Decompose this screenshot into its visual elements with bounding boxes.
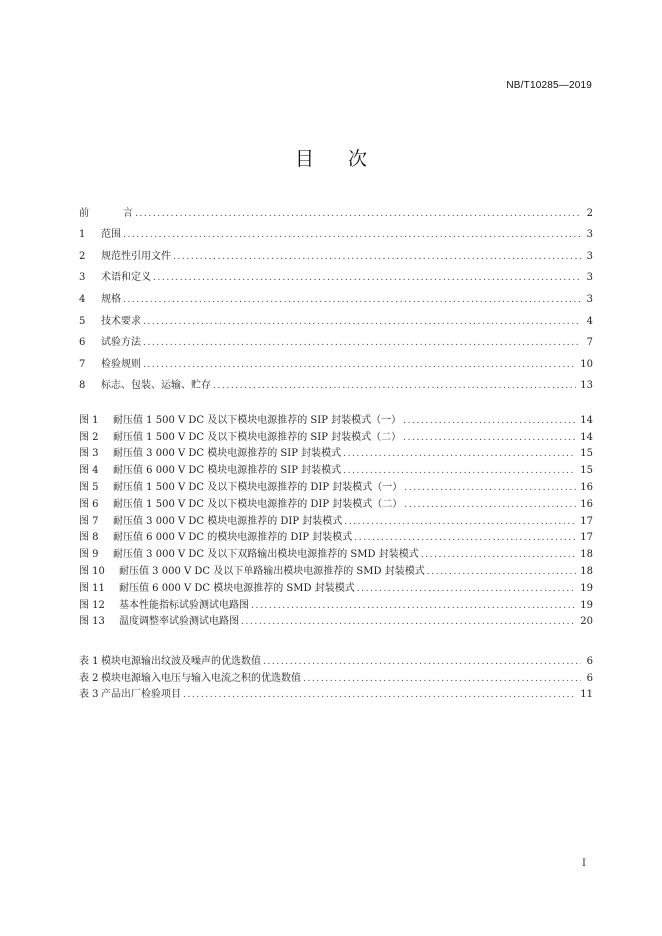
toc-entry-title: 温度调整率试验测试电路图 [119,616,239,628]
dot-leader [403,416,576,426]
toc-entry-number: 表 2 [79,672,99,684]
toc-entry-title: 基本性能指标试验测试电路图 [119,599,249,611]
toc-entry-page: 15 [580,465,593,477]
toc-entry-page: 13 [580,380,593,392]
toc-entry-number: 前 [79,207,89,219]
toc-table-row[interactable] [79,650,593,667]
document-code: NB/T10285—2019 [506,80,592,91]
toc-entry-page: 14 [580,414,593,426]
toc-entry-number: 6 [79,337,86,349]
dot-leader [344,517,576,527]
toc-entry-number: 图 1 [79,414,99,426]
dot-leader [343,449,576,459]
toc-figure-row[interactable] [79,510,593,527]
dot-leader [143,317,581,327]
toc-entry-title: 耐压值 1 500 V DC 及以下模块电源推荐的 SIP 封装模式（一） [113,414,402,426]
dot-leader [153,273,581,283]
toc-tables [79,650,593,700]
toc-entry-number: 图 9 [79,549,99,561]
toc-entry-number: 图 12 [79,599,105,611]
toc-entry-page: 17 [580,515,593,527]
toc-entry-number: 7 [79,358,86,370]
toc-entry-title: 规范性引用文件 [101,250,171,262]
dot-leader [427,567,577,577]
toc-figure-row[interactable] [79,493,593,510]
toc-entry-page: 3 [586,272,593,284]
toc-figure-row[interactable] [79,476,593,493]
toc-entry-page: 19 [580,599,593,611]
toc-figure-row[interactable] [79,527,593,544]
toc-entry-number: 图 13 [79,616,105,628]
toc-figure-row[interactable] [79,443,593,460]
toc-entry-title: 术语和定义 [101,272,151,284]
toc-entry-title: 产品出厂检验项目 [101,689,181,701]
toc-entry-number: 图 3 [79,448,99,460]
dot-leader [123,230,581,240]
dot-leader [403,433,576,443]
toc-entry-page: 16 [580,498,593,510]
toc-section-row[interactable] [79,327,593,349]
toc-entry-page: 3 [586,250,593,262]
toc-entry-title: 耐压值 6 000 V DC 模块电源推荐的 SIP 封装模式 [113,465,342,477]
dot-leader [143,360,576,370]
toc-figure-row[interactable] [79,594,593,611]
toc-entry-title: 试验方法 [101,337,141,349]
dot-leader [404,483,576,493]
dot-leader [183,690,576,700]
toc-entry-title: 标志、包装、运输、贮存 [101,380,211,392]
page-title: 目 次 [294,148,382,170]
toc-figure-row[interactable] [79,409,593,426]
toc-entry-page: 3 [586,293,593,305]
toc-figure-row[interactable] [79,459,593,476]
toc-entry-title: 耐压值 1 500 V DC 及以下模块电源推荐的 DIP 封装模式（一） [113,481,403,493]
toc-entry-number: 图 7 [79,515,99,527]
toc-section-row[interactable] [79,219,593,241]
dot-leader [123,295,581,305]
toc-figures [79,409,593,627]
toc-entry-number: 1 [79,229,86,241]
toc-figure-row[interactable] [79,560,593,577]
dot-leader [354,533,576,543]
dot-leader [343,466,576,476]
toc-entry-title: 技术要求 [101,315,141,327]
toc-entry-number: 图 6 [79,498,99,510]
dot-leader [357,584,577,594]
toc-entry-page: 14 [580,431,593,443]
toc-figure-row[interactable] [79,577,593,594]
toc-entry-title: 规格 [101,293,121,305]
toc-section-row[interactable] [79,348,593,370]
toc-entry-number: 图 4 [79,465,99,477]
toc-section-row[interactable] [79,283,593,305]
toc-entry-page: 4 [586,315,593,327]
toc-figure-row[interactable] [79,543,593,560]
dot-leader [303,674,581,684]
toc-entry-page: 16 [580,481,593,493]
toc-entry-number: 表 1 [79,655,99,667]
toc-entry-page: 19 [580,582,593,594]
toc-entry-page: 18 [580,549,593,561]
toc-entry-title: 耐压值 3 000 V DC 及以下单路输出模块电源推荐的 SMD 封装模式 [119,565,425,577]
toc-entry-title: 耐压值 6 000 V DC 的模块电源推荐的 DIP 封装模式 [113,532,353,544]
toc-entry-title: 耐压值 3 000 V DC 及以下双路输出模块电源推荐的 SMD 封装模式 [113,549,419,561]
toc-entry-title: 耐压值 1 500 V DC 及以下模块电源推荐的 DIP 封装模式（二） [113,498,403,510]
toc-entry-title: 耐压值 1 500 V DC 及以下模块电源推荐的 SIP 封装模式（二） [113,431,402,443]
toc-entry-title: 模块电源输出纹波及噪声的优选数值 [101,655,261,667]
dot-leader [213,381,576,391]
toc-entry-page: 20 [580,616,593,628]
toc-entry-number: 4 [79,293,86,305]
dot-leader [173,252,581,262]
dot-leader [421,550,577,560]
toc-section-row[interactable] [79,305,593,327]
toc-entry-page: 11 [580,689,593,701]
toc-entry-title: 模块电源输入电压与输入电流之积的优选数值 [101,672,301,684]
dot-leader [135,209,581,219]
toc-entry-page: 3 [586,229,593,241]
toc-entry-number: 图 10 [79,565,105,577]
toc-sections [79,197,593,391]
toc-entry-number: 表 3 [79,689,99,701]
toc-entry-page: 6 [586,672,593,684]
toc-figure-row[interactable] [79,611,593,628]
toc-entry-title: 检验规则 [101,358,141,370]
page-number: I [582,858,586,869]
toc-entry-number: 图 2 [79,431,99,443]
toc-entry-number: 8 [79,380,86,392]
dot-leader [241,617,576,627]
toc-entry-page: 2 [586,207,593,219]
toc-figure-row[interactable] [79,426,593,443]
toc-entry-number: 2 [79,250,86,262]
toc-entry-number: 3 [79,272,86,284]
toc-entry-title: 言 [123,207,133,219]
toc-entry-title: 耐压值 3 000 V DC 模块电源推荐的 DIP 封装模式 [113,515,343,527]
dot-leader [263,657,581,667]
toc-entry-title: 耐压值 6 000 V DC 模块电源推荐的 SMD 封装模式 [119,582,355,594]
toc-entry-title: 范围 [101,229,121,241]
toc-entry-page: 7 [586,337,593,349]
toc-entry-page: 18 [580,565,593,577]
toc-entry-page: 6 [586,655,593,667]
toc-section-row[interactable] [79,262,593,284]
toc-entry-number: 图 8 [79,532,99,544]
toc-section-row[interactable] [79,370,593,392]
toc-entry-page: 17 [580,532,593,544]
toc-entry-page: 15 [580,448,593,460]
dot-leader [143,338,581,348]
toc-entry-number: 图 5 [79,481,99,493]
toc-table-row[interactable] [79,667,593,684]
toc-entry-title: 耐压值 3 000 V DC 模块电源推荐的 SIP 封装模式 [113,448,342,460]
dot-leader [251,601,576,611]
toc-entry-number: 图 11 [79,582,105,594]
toc-section-row[interactable] [79,240,593,262]
toc-entry-number: 5 [79,315,86,327]
toc-section-row[interactable] [79,197,593,219]
toc-table-row[interactable] [79,684,593,701]
dot-leader [404,500,576,510]
toc-entry-page: 10 [580,358,593,370]
